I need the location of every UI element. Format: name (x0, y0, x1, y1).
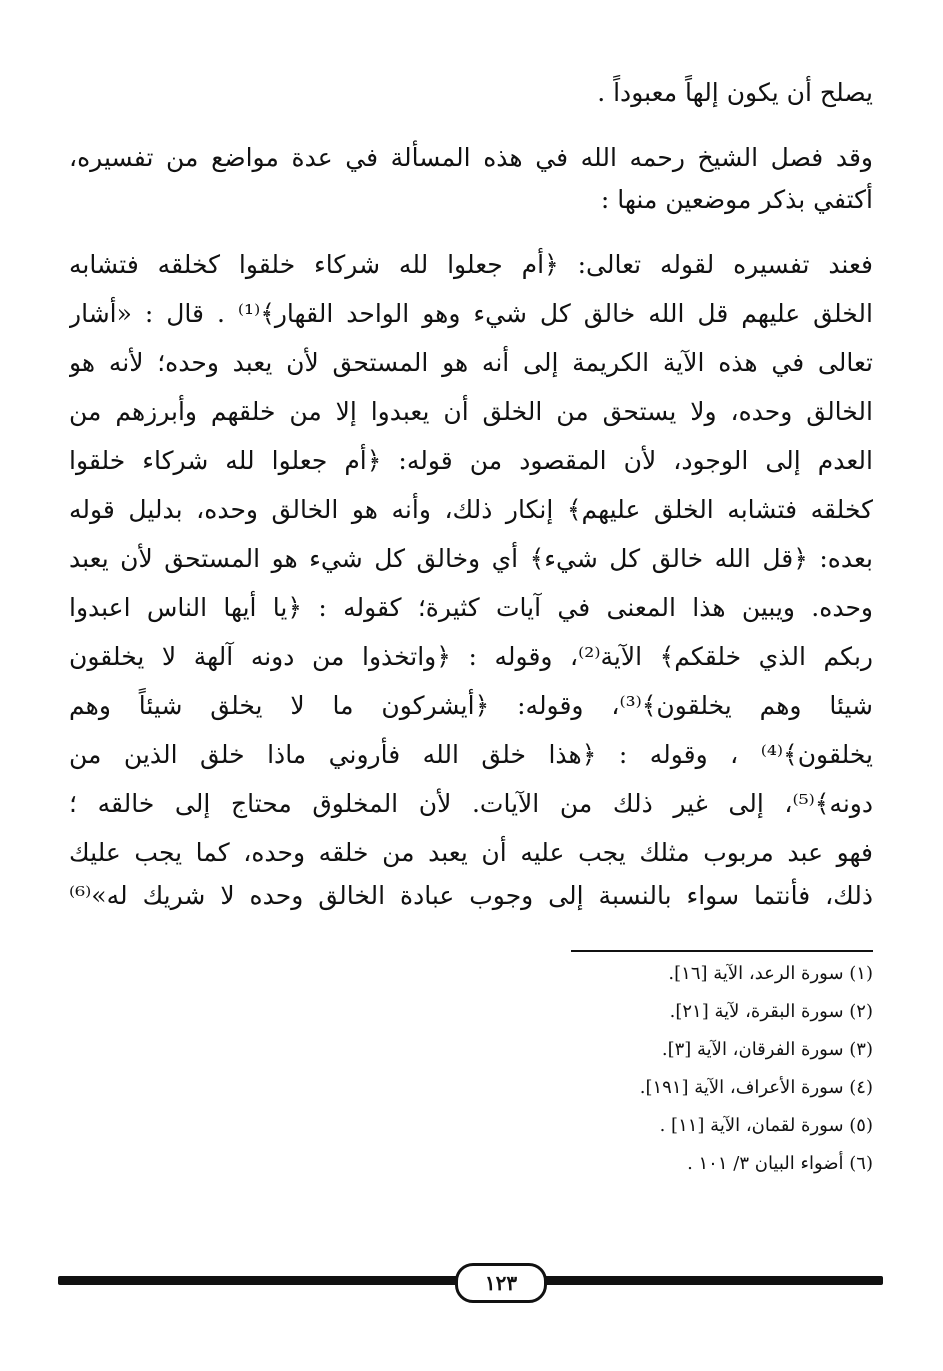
body-line-2: وقد فصل الشيخ رحمه الله في هذه المسألة في عدة مواضع من تفسيره، (69, 143, 873, 172)
body-line-8: العدم إلى الوجود، لأن المقصود من قوله: ﴿أم جعلوا لله شركاء خلقوا (69, 446, 873, 475)
body-line-13: شيئا وهم يخلقون﴾⁽³⁾، وقوله: ﴿أيشركون ما لا يخلق شيئاً وهم (69, 691, 873, 720)
body-line-3: أكتفي بذكر موضعين منها : (600, 185, 873, 214)
body-line-16: فهو عبد مربوب مثلك يجب عليه أن يعبد من خلقه وحده، كما يجب عليك (69, 838, 873, 867)
footnote-2: (٢) سورة البقرة، لآية [٢١]. (669, 1001, 873, 1022)
footer-rule-left (58, 1276, 460, 1285)
footer-rule-right (538, 1276, 883, 1285)
body-line-9: كخلقه فتشابه الخلق عليهم﴾ إنكار ذلك، وأنه هو الخالق وحده، بدليل قوله (69, 495, 873, 524)
body-line-15: دونه﴾⁽⁵⁾، إلى غير ذلك من الآيات. لأن المخلوق محتاج إلى خالقه ؛ (69, 789, 873, 818)
body-line-10: بعده: ﴿قل الله خالق كل شيء﴾ أي وخالق كل شيء هو المستحق لأن يعبد (69, 544, 873, 573)
page-number: ١٢٣ (455, 1263, 547, 1303)
footnote-4: (٤) سورة الأعراف، الآية [١٩١]. (639, 1077, 873, 1098)
footnote-6: (٦) أضواء البيان ٣/ ١٠١ . (687, 1153, 873, 1174)
body-line-5: الخلق عليهم قل الله خالق كل شيء وهو الواحد القهار﴾⁽¹⁾ . قال : «أشار (69, 299, 873, 328)
footnote-1: (١) سورة الرعد، الآية [١٦]. (668, 963, 873, 984)
footnote-3: (٣) سورة الفرقان، الآية [٣]. (661, 1039, 873, 1060)
body-line-14: يخلقون﴾⁽⁴⁾ ، وقوله : ﴿هذا خلق الله فأروني ماذا خلق الذين من (69, 740, 873, 769)
body-line-1: يصلح أن يكون إلهاً معبوداً . (597, 78, 873, 107)
footnote-5: (٥) سورة لقمان، الآية [١١] . (659, 1115, 873, 1136)
body-line-12: ربكم الذي خلقكم﴾ الآية⁽²⁾، وقوله : ﴿واتخذوا من دونه آلهة لا يخلقون (69, 642, 873, 671)
body-line-17: ذلك، فأنتما سواء بالنسبة إلى وجوب عبادة الخالق وحده لا شريك له»⁽⁶⁾ (69, 881, 873, 910)
body-line-11: وحده. ويبين هذا المعنى في آيات كثيرة؛ كقوله : ﴿يا أيها الناس اعبدوا (69, 593, 873, 622)
body-line-4: فعند تفسيره لقوله تعالى: ﴿أم جعلوا لله شركاء خلقوا كخلقه فتشابه (69, 250, 873, 279)
footnote-divider (571, 950, 873, 952)
body-line-7: الخالق وحده، ولا يستحق من الخلق أن يعبدوا إلا من خلقهم وأبرزهم من (69, 397, 873, 426)
body-line-6: تعالى في هذه الآية الكريمة إلى أنه هو المستحق لأن يعبد وحده؛ لأنه هو (69, 348, 873, 377)
